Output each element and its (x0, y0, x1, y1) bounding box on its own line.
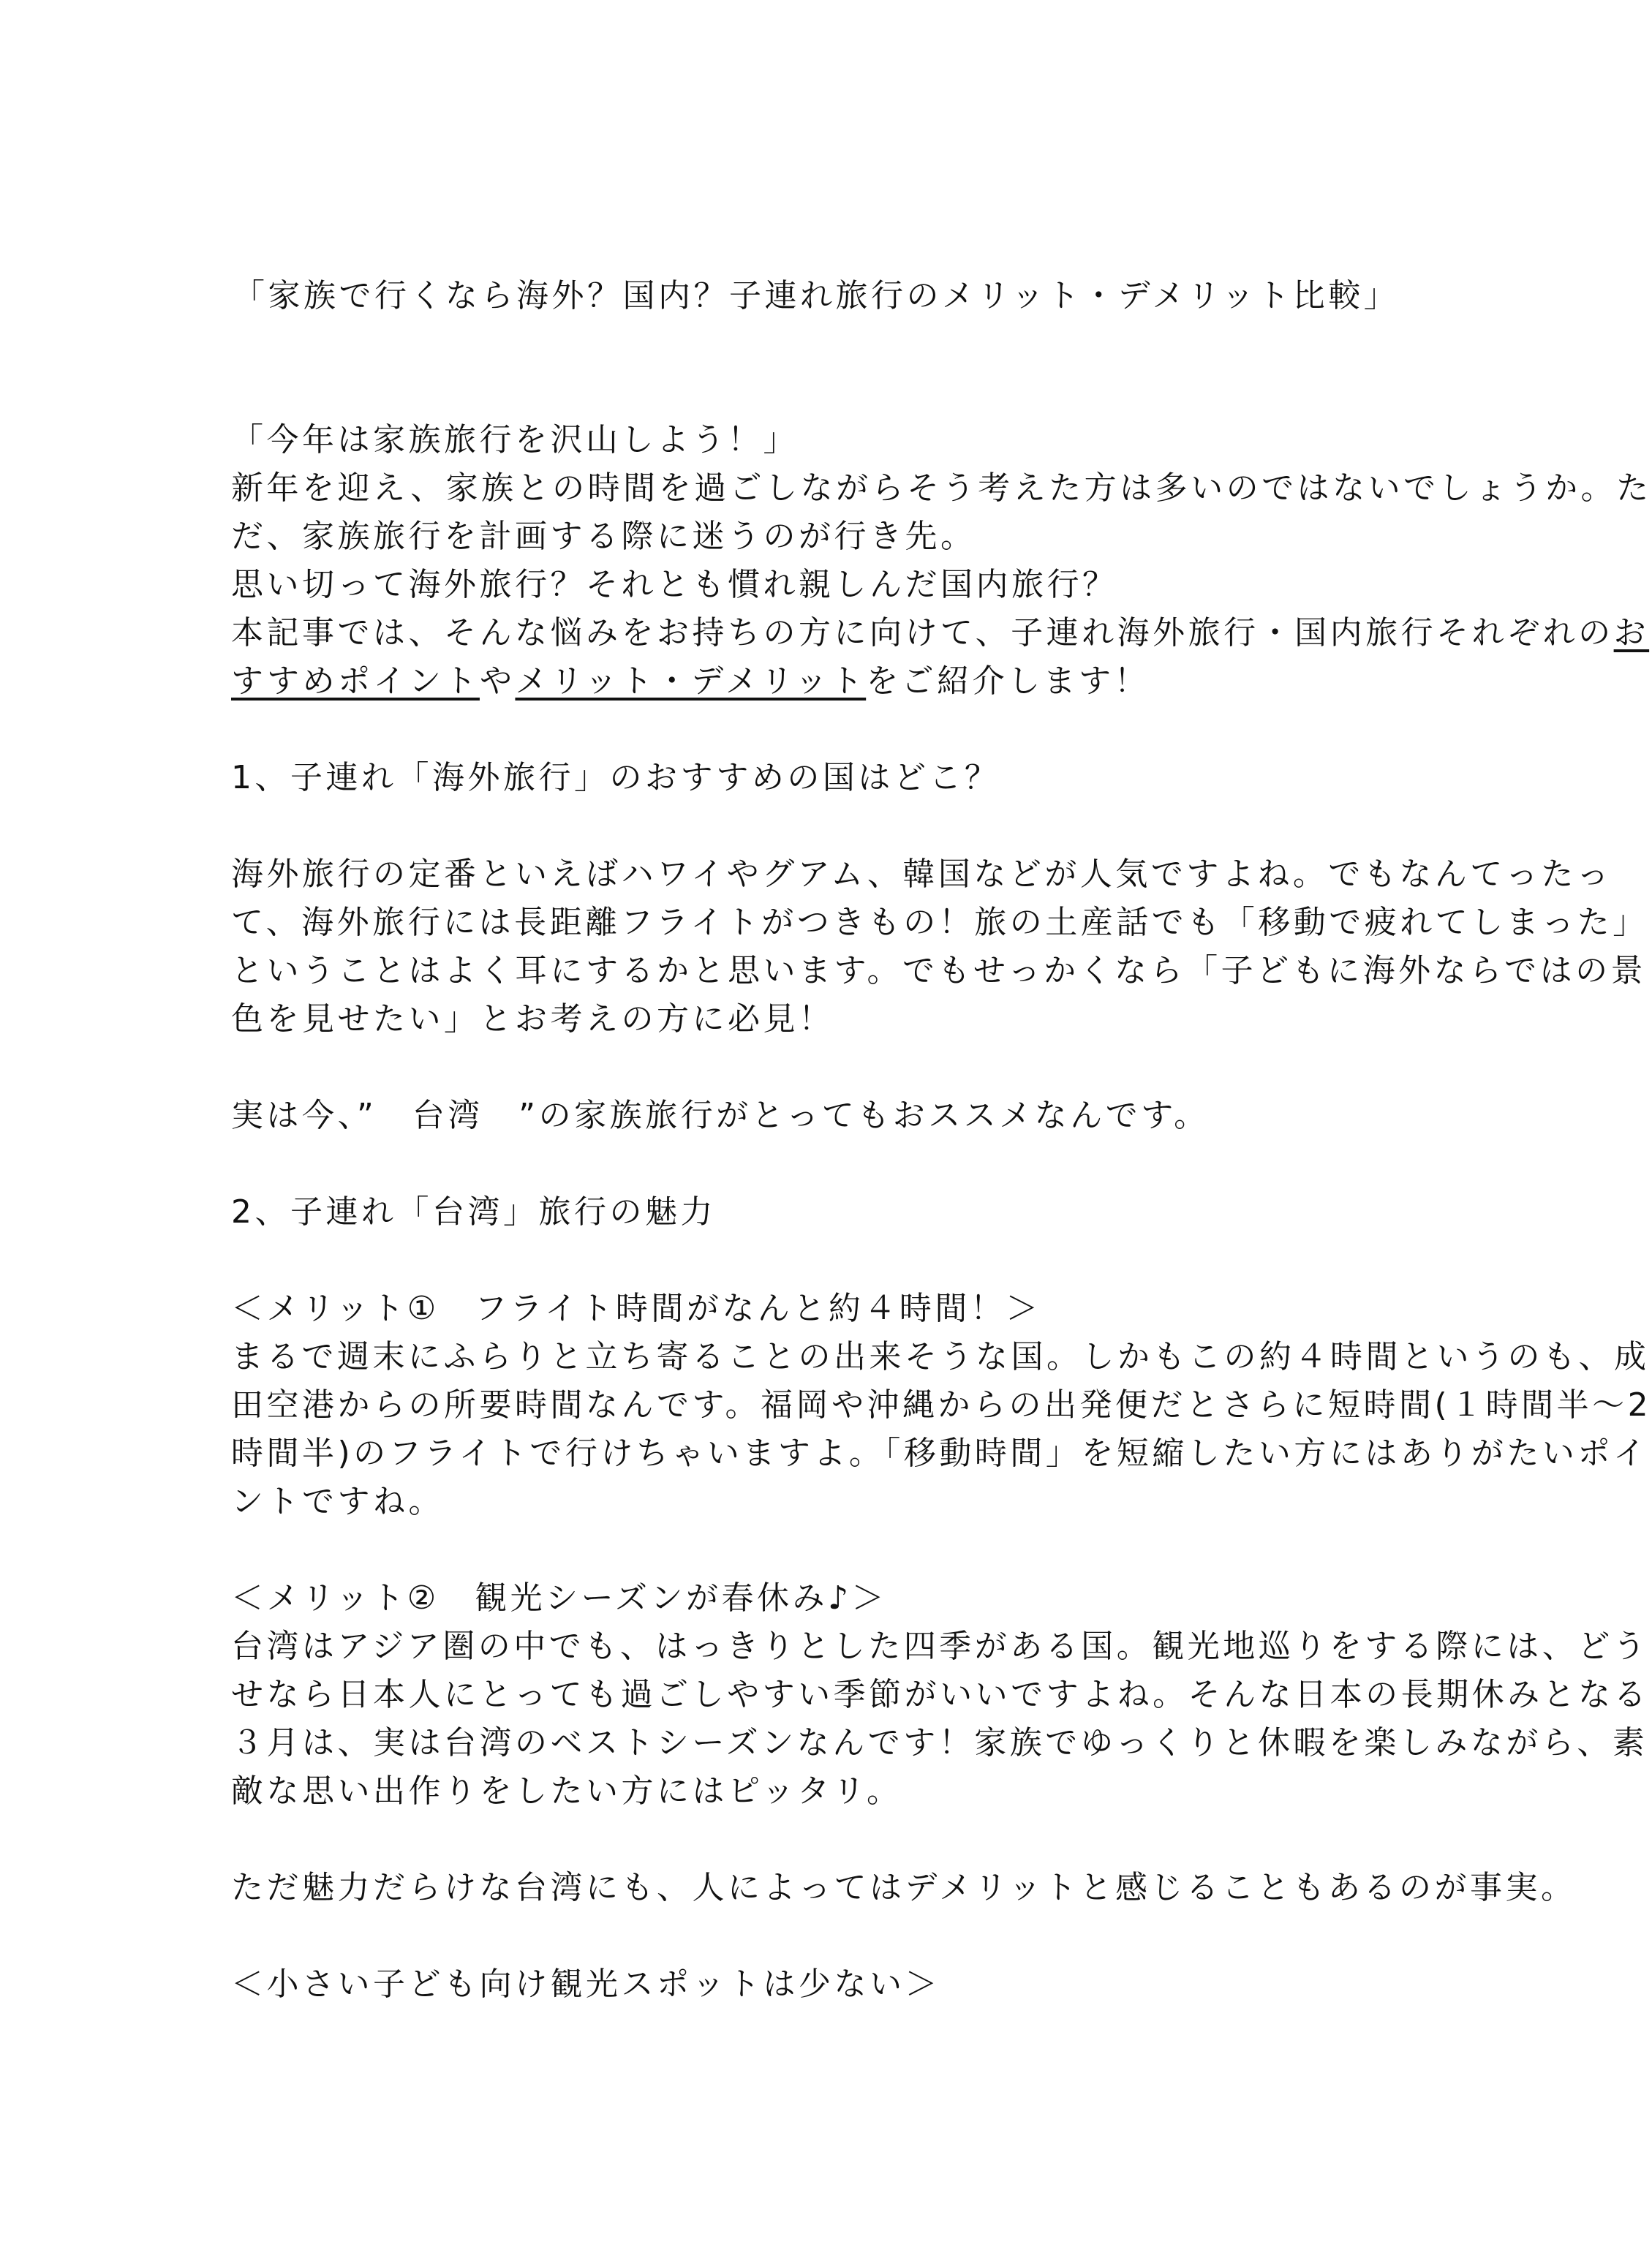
recommend-points-link-start[interactable]: お (1613, 614, 1650, 652)
section1-heading: 1、子連れ「海外旅行」のおすすめの国はどこ？ (231, 759, 1000, 796)
intro-line (231, 613, 1649, 654)
merit1-line: 時間半)のフライトで行けちゃいますよ。「移動時間」を短縮したい方にはありがたいポイ (231, 1435, 1649, 1472)
merit1-line: ントですね。 (231, 1483, 444, 1520)
intro-line: だ、家族旅行を計画する際に迷うのが行き先。 (231, 518, 976, 555)
section1-line: 色を見せたい」とお考えの方に必見！ (231, 1000, 834, 1038)
recommend-points-link[interactable]: すすめポイント (231, 662, 480, 700)
intro-line-text: 本記事では、そんな悩みをお持ちの方に向けて、子連れ海外旅行・国内旅行それぞれの (231, 614, 1614, 652)
demerit-intro: ただ魅力だらけな台湾にも、人によってはデメリットと感じることもあるのが事実。 (231, 1869, 1577, 1906)
demerit1-heading: ＜小さい子ども向け観光スポットは少ない＞ (231, 1966, 940, 2003)
merit1-line: まるで週末にふらりと立ち寄ることの出来そうな国。しかもこの約４時間というのも、成 (231, 1338, 1650, 1375)
intro-line-text: や (479, 662, 516, 700)
merit2-heading: ＜メリット② 観光シーズンが春休み♪＞ (231, 1579, 888, 1617)
section1-line: ということはよく耳にするかと思います。でもせっかくなら「子どもに海外ならではの景 (231, 952, 1647, 989)
merit2-line: せなら日本人にとっても過ごしやすい季節がいいですよね。そんな日本の長期休みとなる (231, 1676, 1650, 1713)
intro-line (231, 661, 1150, 702)
section2-heading: 2、子連れ「台湾」旅行の魅力 (231, 1193, 716, 1231)
intro-line: 思い切って海外旅行？それとも慣れ親しんだ国内旅行？ (231, 566, 1118, 603)
section1-line: て、海外旅行には長距離フライトがつきもの！旅の土産話でも「移動で疲れてしまった」 (231, 904, 1648, 941)
merit2-line: ３月は、実は台湾のベストシーズンなんです！家族でゆっくりと休暇を楽しみながら、素 (231, 1724, 1648, 1762)
document-title: 「家族で行くなら海外？国内？子連れ旅行のメリット・デメリット比較」 (233, 277, 1400, 314)
section1-line: 海外旅行の定番といえばハワイやグアム、韓国などが人気ですよね。でもなんてったっ (231, 856, 1613, 893)
section1-recommend: 実は今、” 台湾 ”の家族旅行がとってもおススメなんです。 (231, 1097, 1210, 1134)
merit-demerit-link[interactable]: メリット・デメリット (515, 662, 867, 700)
merit2-line: 敵な思い出作りをしたい方にはピッタリ。 (231, 1772, 902, 1810)
merit2-line: 台湾はアジア圏の中でも、はっきりとした四季がある国。観光地巡りをする際には、どう (231, 1628, 1649, 1665)
intro-line-text: をご紹介します！ (866, 662, 1150, 700)
merit1-line: 田空港からの所要時間なんです。福岡や沖縄からの出発便だとさらに短時間(１時間半～2 (231, 1386, 1652, 1424)
merit1-heading: ＜メリット① フライト時間がなんと約４時間！＞ (231, 1290, 1041, 1327)
intro-line: 新年を迎え、家族との時間を過ごしながらそう考えた方は多いのではないでしょうか。た (231, 469, 1652, 507)
intro-quote: 「今年は家族旅行を沢山しよう！」 (231, 421, 799, 458)
